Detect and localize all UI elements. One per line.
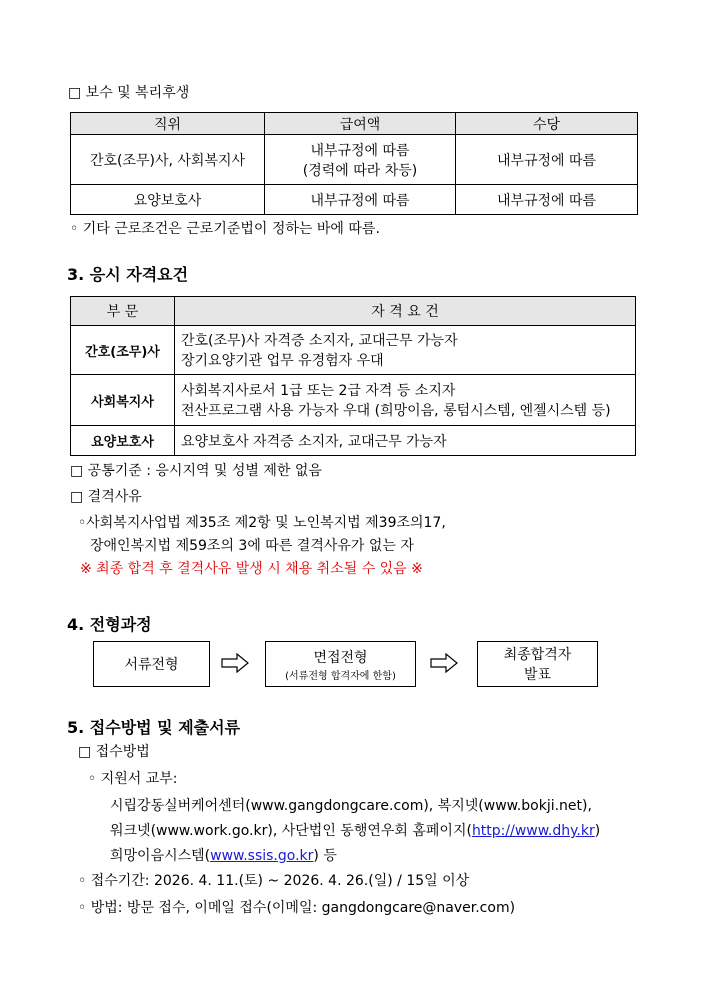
qual-req-line1: 사회복지사로서 1급 또는 2급 자격 등 소지자 [181,383,456,399]
process-step-document [93,641,210,687]
process-step-document-label: 서류전형 [124,657,179,673]
dhy-link[interactable]: http://www.dhy.kr [471,823,595,839]
table-row [71,135,638,185]
apply-line-c-end: ) 등 [313,848,337,864]
arrow-right-icon [430,653,458,673]
process-step-interview-note: (서류전형 합격자에 한함) [285,670,396,682]
pay-header-position: 직위 [71,113,265,135]
apply-line-a: 시립강동실버케어센터(www.gangdongcare.com), 복지넷(www.bokji.net), [110,798,592,814]
qual-dept: 사회복지사 [71,375,175,426]
apply-method: ◦ 방법: 방문 접수, 이메일 접수(이메일: gangdongcare@naver.com) [78,900,516,916]
apply-title: 5. 접수방법 및 제출서류 [67,718,241,737]
qual-common: □ 공통기준 : 응시지역 및 성별 제한 없음 [70,463,322,479]
qual-header-req: 자 격 요 건 [175,297,636,326]
qual-req-line2: 전산프로그램 사용 가능자 우대 (희망이음, 롱텀시스템, 엔젤시스템 등) [181,403,611,419]
qual-req [175,326,636,375]
apply-line-b-end: ) [594,823,601,839]
pay-position: 요양보호사 [71,185,265,215]
apply-method-heading: □ 접수방법 [78,744,150,760]
pay-heading: □ 보수 및 복리후생 [68,85,190,101]
qual-dept: 요양보호사 [71,426,175,456]
process-title: 4. 전형과정 [67,615,152,634]
table-row [71,185,638,215]
process-step-final [477,641,598,687]
process-step-interview-label: 면접전형 [313,649,368,666]
pay-salary: 내부규정에 따름 [265,185,456,215]
apply-period: ◦ 접수기간: 2026. 4. 11.(토) ~ 2026. 4. 26.(일) / 15일 이상 [78,873,470,889]
process-step-final-line2: 발표 [523,667,552,683]
qual-req: 요양보호사 자격증 소지자, 교대근무 가능자 [175,426,636,456]
apply-line-b [110,820,600,840]
process-step-interview [265,641,416,687]
pay-allowance: 내부규정에 따름 [456,185,638,215]
qual-table [70,296,636,456]
disq-line2: 장애인복지법 제59조의 3에 따른 결격사유가 없는 자 [90,538,414,554]
apply-line-c [110,845,337,865]
apply-bullet-forms: ◦ 지원서 교부: [88,771,178,787]
qual-req-line2: 장기요양기관 업무 유경험자 우대 [181,353,384,369]
qual-header-dept: 부 문 [71,297,175,326]
disq-warning: ※ 최종 합격 후 결격사유 발생 시 채용 취소될 수 있음 ※ [80,561,423,577]
process-step-final-line1: 최종합격자 [503,647,572,663]
pay-salary-line1: 내부규정에 따름 [310,142,410,159]
pay-note: ◦ 기타 근로조건은 근로기준법이 정하는 바에 따름. [70,221,380,237]
apply-line-b-text: 워크넷(www.work.go.kr), 사단법인 동행연우회 홈페이지( [110,823,472,839]
qual-req-line1: 간호(조무)사 자격증 소지자, 교대근무 가능자 [181,333,458,349]
qual-dept: 간호(조무)사 [71,326,175,375]
pay-header-allowance: 수당 [456,113,638,135]
pay-salary-line2: (경력에 따라 차등) [302,162,418,179]
arrow-right-icon [221,653,249,673]
disq-line1: ◦사회복지사업법 제35조 제2항 및 노인복지법 제39조의17, [78,515,446,531]
pay-allowance: 내부규정에 따름 [456,135,638,185]
qual-header-row [71,297,636,326]
table-row [71,326,636,375]
table-row [71,375,636,426]
pay-header-salary: 급여액 [265,113,456,135]
qual-req [175,375,636,426]
ssis-link[interactable]: www.ssis.go.kr [210,848,314,864]
pay-position: 간호(조무)사, 사회복지사 [71,135,265,185]
table-row [71,426,636,456]
pay-table [70,112,638,215]
apply-line-c-text: 희망이음시스템( [110,848,211,864]
pay-salary [265,135,456,185]
disq-heading: □ 결격사유 [70,489,142,505]
pay-header-row [71,113,638,135]
qual-title: 3. 응시 자격요건 [67,265,189,284]
